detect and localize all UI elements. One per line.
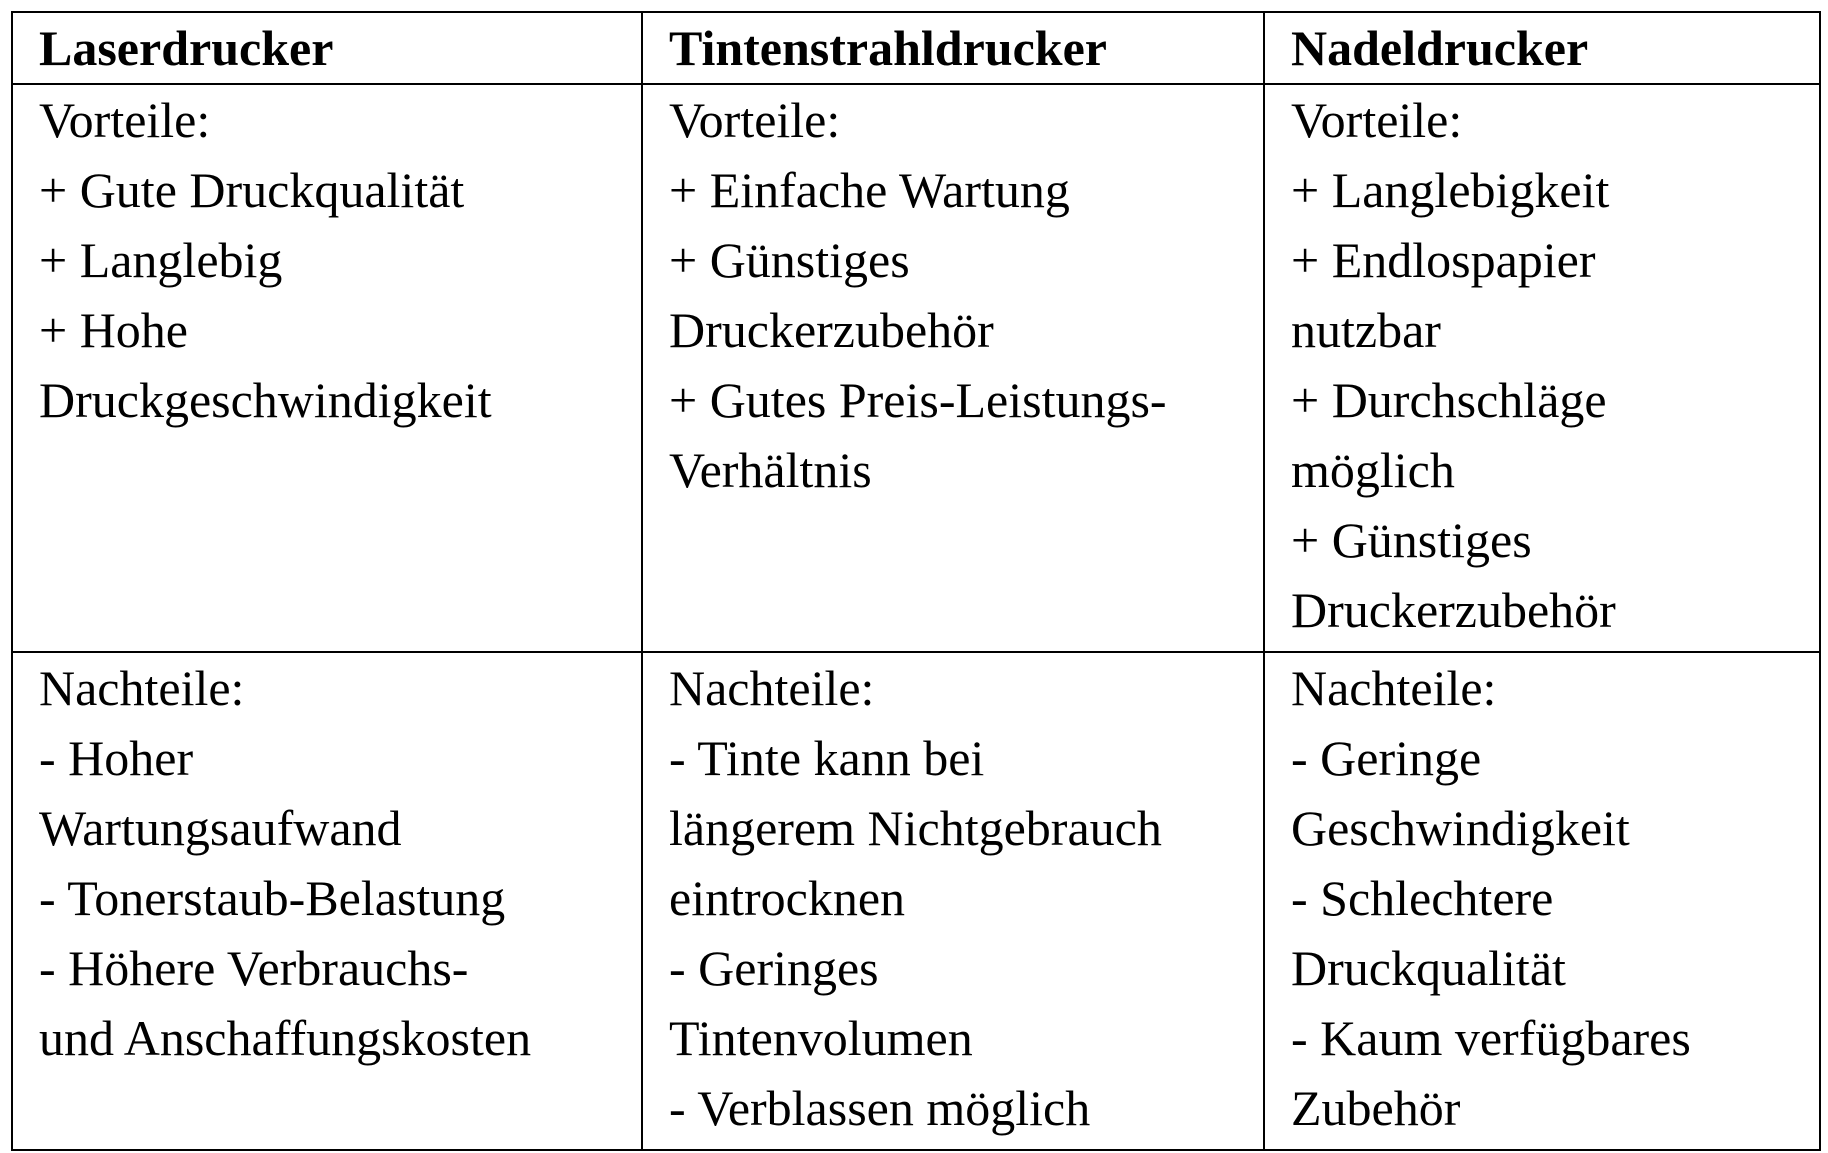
cell-line: - Kaum verfügbares	[1291, 1010, 1691, 1066]
laserdrucker-pros-cell	[12, 84, 642, 652]
cell-line: möglich	[1291, 442, 1455, 498]
cell-line: + Durchschläge	[1291, 372, 1607, 428]
cell-line: - Geringes	[669, 940, 879, 996]
cell-line: + Einfache Wartung	[669, 162, 1070, 218]
header-tintenstrahldrucker: Tintenstrahldrucker	[642, 12, 1264, 84]
cell-line: eintrocknen	[669, 870, 906, 926]
nadeldrucker-cons-cell	[1264, 652, 1820, 1150]
cell-line: Wartungsaufwand	[39, 800, 402, 856]
cell-line: + Günstiges	[1291, 512, 1532, 568]
cell-line: - Hoher	[39, 730, 194, 786]
cell-line: + Günstiges	[669, 232, 910, 288]
cell-line: Druckqualität	[1291, 940, 1566, 996]
cell-line: Druckerzubehör	[669, 302, 994, 358]
cell-line: nutzbar	[1291, 302, 1441, 358]
cell-line: - Tinte kann bei	[669, 730, 985, 786]
cell-line: + Gute Druckqualität	[39, 162, 465, 218]
cell-line: Vorteile:	[39, 92, 211, 148]
cell-line: Nachteile:	[39, 660, 245, 716]
cell-line: längerem Nichtgebrauch	[669, 800, 1162, 856]
cell-line: und Anschaffungskosten	[39, 1010, 532, 1066]
cell-line: Tintenvolumen	[669, 1010, 973, 1066]
cell-line: Verhältnis	[669, 442, 872, 498]
cell-line: Nachteile:	[669, 660, 875, 716]
tintenstrahldrucker-pros-cell	[642, 84, 1264, 652]
printer-comparison-table	[11, 11, 1821, 1151]
cell-line: - Verblassen möglich	[669, 1080, 1091, 1136]
cell-line: Geschwindigkeit	[1291, 800, 1630, 856]
nadeldrucker-pros-cell	[1264, 84, 1820, 652]
header-row	[12, 12, 1820, 84]
cell-line: Druckerzubehör	[1291, 582, 1616, 638]
cell-line: - Höhere Verbrauchs-	[39, 940, 469, 996]
cell-line: - Geringe	[1291, 730, 1482, 786]
cell-line: Druckgeschwindigkeit	[39, 372, 492, 428]
cell-line: Zubehör	[1291, 1080, 1461, 1136]
cell-line: + Langlebigkeit	[1291, 162, 1610, 218]
cell-line: Nachteile:	[1291, 660, 1497, 716]
header-laserdrucker: Laserdrucker	[12, 12, 642, 84]
cell-line: + Endlospapier	[1291, 232, 1596, 288]
cell-line: + Gutes Preis-Leistungs-	[669, 372, 1167, 428]
cell-line: + Langlebig	[39, 232, 283, 288]
pros-row	[12, 84, 1820, 652]
cell-line: - Schlechtere	[1291, 870, 1554, 926]
laserdrucker-cons-cell	[12, 652, 642, 1150]
header-nadeldrucker: Nadeldrucker	[1264, 12, 1820, 84]
cell-line: + Hohe	[39, 302, 188, 358]
cell-line: - Tonerstaub-Belastung	[39, 870, 506, 926]
cons-row	[12, 652, 1820, 1150]
cell-line: Vorteile:	[669, 92, 841, 148]
cell-line: Vorteile:	[1291, 92, 1463, 148]
tintenstrahldrucker-cons-cell	[642, 652, 1264, 1150]
